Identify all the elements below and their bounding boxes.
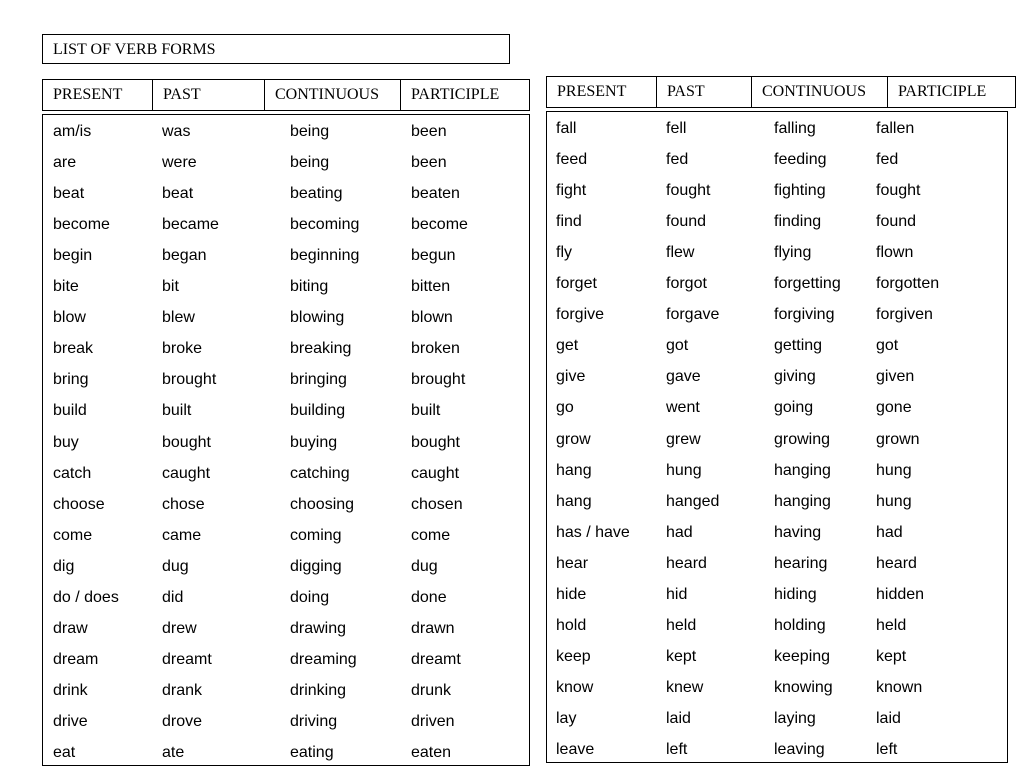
cell-participle: held [876, 616, 907, 634]
cell-participle: kept [876, 647, 907, 665]
table-row [547, 641, 1007, 672]
table-row [547, 299, 1007, 330]
table-row [547, 734, 1007, 765]
cell-continuous: being [290, 123, 330, 140]
cell-past: bought [162, 433, 211, 451]
cell-past: left [666, 741, 688, 758]
header-continuous: CONTINUOUS [265, 80, 401, 110]
table-row [43, 675, 529, 706]
cell-past: came [162, 526, 202, 544]
cell-participle: bitten [411, 278, 451, 296]
table-row [43, 706, 529, 737]
cell-present: blow [53, 309, 86, 327]
cell-past: dreamt [162, 650, 212, 668]
cell-past: flew [666, 244, 695, 262]
right-table-body [546, 111, 1008, 763]
cell-past: broke [162, 340, 203, 358]
cell-present: leave [556, 741, 595, 758]
table-row [547, 455, 1007, 486]
cell-continuous: eating [290, 744, 334, 761]
table-row [43, 613, 529, 644]
cell-present: hold [556, 616, 587, 634]
cell-past: became [162, 216, 219, 234]
cell-present: hang [556, 492, 592, 510]
cell-continuous: being [290, 154, 330, 172]
cell-continuous: laying [774, 709, 816, 727]
cell-participle: left [876, 741, 898, 758]
cell-participle: dreamt [411, 650, 461, 668]
table-row [547, 486, 1007, 517]
cell-continuous: becoming [290, 216, 360, 234]
cell-participle: fed [876, 151, 899, 169]
cell-continuous: beginning [290, 247, 360, 265]
cell-participle: known [876, 678, 923, 696]
cell-present: are [53, 154, 77, 172]
cell-participle: brought [411, 371, 466, 389]
table-row [43, 395, 529, 426]
cell-participle: got [876, 337, 899, 355]
table-row [43, 116, 529, 147]
cell-past: laid [666, 709, 691, 727]
cell-present: has / have [556, 523, 630, 541]
table-row [547, 206, 1007, 237]
table-row [547, 392, 1007, 423]
cell-participle: beaten [411, 185, 460, 203]
cell-present: lay [556, 709, 577, 727]
header-participle: PARTICIPLE [898, 83, 987, 100]
cell-continuous: dreaming [290, 650, 357, 668]
cell-participle: come [411, 526, 451, 544]
table-row [547, 703, 1007, 734]
table-row [547, 144, 1007, 175]
cell-participle: eaten [411, 744, 452, 761]
table-row [43, 364, 529, 395]
cell-present: beat [53, 185, 85, 203]
cell-past: hid [666, 585, 688, 603]
cell-continuous: getting [774, 337, 823, 355]
cell-past: hung [666, 461, 702, 479]
header-participle: PARTICIPLE [411, 86, 500, 103]
cell-continuous: drawing [290, 619, 347, 637]
table-row [43, 271, 529, 302]
left-table-body [42, 114, 530, 766]
cell-present: get [556, 337, 579, 355]
cell-participle: forgotten [876, 275, 940, 293]
cell-continuous: feeding [774, 151, 827, 169]
cell-past: had [666, 523, 693, 541]
cell-continuous: hearing [774, 554, 828, 572]
cell-participle: become [411, 216, 468, 234]
header-present: PRESENT [43, 80, 153, 110]
cell-past: forgot [666, 275, 707, 293]
cell-past: forgave [666, 306, 720, 324]
cell-past: fed [666, 151, 689, 169]
cell-participle: hung [876, 461, 912, 479]
table-row [547, 237, 1007, 268]
cell-past: held [666, 616, 697, 634]
cell-present: bring [53, 371, 89, 389]
cell-present: fight [556, 182, 587, 200]
cell-participle: done [411, 588, 447, 606]
cell-present: drink [53, 681, 88, 699]
cell-present: fall [556, 120, 577, 137]
cell-past: beat [162, 185, 194, 203]
table-row [43, 520, 529, 551]
cell-present: dream [53, 650, 99, 668]
header-past: PAST [153, 80, 265, 110]
cell-participle: flown [876, 244, 914, 262]
header-continuous: CONTINUOUS [752, 77, 888, 107]
table-row [43, 240, 529, 271]
cell-past: began [162, 247, 207, 265]
cell-past: gave [666, 368, 701, 386]
cell-continuous: going [774, 399, 814, 417]
cell-participle: drawn [411, 619, 455, 637]
cell-past: chose [162, 495, 205, 513]
header-present: PRESENT [547, 77, 657, 107]
cell-present: eat [53, 744, 76, 761]
cell-participle: hidden [876, 585, 925, 603]
cell-present: come [53, 526, 93, 544]
cell-present: hear [556, 554, 589, 572]
cell-participle: bought [411, 433, 460, 451]
cell-participle: built [411, 402, 441, 420]
cell-participle: chosen [411, 495, 463, 513]
cell-past: caught [162, 464, 211, 482]
table-row [43, 178, 529, 209]
table-row [547, 113, 1007, 144]
cell-continuous: growing [774, 430, 831, 448]
table-row [547, 361, 1007, 392]
cell-continuous: falling [774, 120, 816, 137]
cell-past: found [666, 213, 707, 231]
cell-present: draw [53, 619, 88, 637]
cell-participle: heard [876, 554, 917, 572]
cell-continuous: having [774, 523, 822, 541]
table-row [547, 330, 1007, 361]
cell-present: feed [556, 151, 588, 169]
cell-past: blew [162, 309, 195, 327]
cell-present: am/is [53, 123, 92, 140]
cell-present: break [53, 340, 94, 358]
cell-past: drew [162, 619, 197, 637]
cell-present: forget [556, 275, 597, 293]
cell-continuous: hiding [774, 585, 817, 603]
cell-present: drive [53, 712, 88, 730]
cell-continuous: choosing [290, 495, 355, 513]
cell-past: got [666, 337, 689, 355]
cell-participle: been [411, 123, 447, 140]
cell-participle: broken [411, 340, 460, 358]
table-row [43, 737, 529, 768]
cell-present: bite [53, 278, 79, 296]
cell-past: did [162, 588, 184, 606]
right-table-header [546, 76, 1016, 108]
cell-continuous: giving [774, 368, 816, 386]
cell-participle: blown [411, 309, 453, 327]
cell-present: choose [53, 495, 105, 513]
cell-continuous: hanging [774, 492, 831, 510]
cell-past: ate [162, 744, 185, 761]
table-row [547, 548, 1007, 579]
table-row [43, 333, 529, 364]
cell-continuous: bringing [290, 371, 347, 389]
table-row [43, 147, 529, 178]
cell-participle: found [876, 213, 917, 231]
table-row [43, 458, 529, 489]
cell-past: hanged [666, 492, 720, 510]
cell-participle: hung [876, 492, 912, 510]
cell-present: give [556, 368, 586, 386]
cell-participle: forgiven [876, 306, 933, 324]
cell-past: dug [162, 557, 189, 575]
cell-continuous: biting [290, 278, 329, 296]
cell-continuous: coming [290, 526, 342, 544]
cell-participle: given [876, 368, 915, 386]
table-row [43, 551, 529, 582]
table-row [43, 489, 529, 520]
cell-continuous: fighting [774, 182, 826, 200]
cell-present: catch [53, 464, 92, 482]
cell-continuous: forgetting [774, 275, 841, 293]
cell-past: were [162, 154, 197, 172]
table-row [547, 268, 1007, 299]
header-past: PAST [657, 77, 752, 107]
table-row [547, 517, 1007, 548]
table-row [43, 302, 529, 333]
cell-continuous: building [290, 402, 346, 420]
cell-continuous: leaving [774, 741, 825, 758]
cell-continuous: digging [290, 557, 342, 575]
cell-present: forgive [556, 306, 605, 324]
cell-continuous: buying [290, 433, 338, 451]
cell-present: go [556, 399, 574, 417]
cell-past: heard [666, 554, 707, 572]
cell-past: built [162, 402, 192, 420]
cell-present: buy [53, 433, 79, 451]
cell-participle: drunk [411, 681, 452, 699]
cell-past: brought [162, 371, 217, 389]
cell-present: keep [556, 647, 591, 665]
cell-present: begin [53, 247, 93, 265]
cell-continuous: forgiving [774, 306, 835, 324]
table-row [43, 582, 529, 613]
cell-participle: gone [876, 399, 912, 417]
cell-past: knew [666, 678, 704, 696]
cell-continuous: catching [290, 464, 350, 482]
table-row [547, 672, 1007, 703]
cell-participle: fought [876, 182, 921, 200]
cell-continuous: beating [290, 185, 343, 203]
cell-continuous: doing [290, 588, 330, 606]
cell-continuous: hanging [774, 461, 831, 479]
cell-continuous: finding [774, 213, 822, 231]
cell-participle: begun [411, 247, 456, 265]
table-row [43, 644, 529, 675]
cell-participle: laid [876, 709, 901, 727]
cell-present: become [53, 216, 110, 234]
cell-past: bit [162, 278, 179, 296]
cell-past: fell [666, 120, 687, 137]
left-table-header [42, 79, 530, 111]
cell-participle: been [411, 154, 447, 172]
table-row [547, 610, 1007, 641]
cell-present: grow [556, 430, 591, 448]
cell-past: was [162, 123, 191, 140]
cell-past: drank [162, 681, 203, 699]
cell-past: went [666, 399, 700, 417]
cell-present: do / does [53, 588, 119, 606]
cell-continuous: drinking [290, 681, 347, 699]
cell-present: dig [53, 557, 75, 575]
cell-present: fly [556, 244, 572, 262]
cell-continuous: breaking [290, 340, 352, 358]
cell-participle: had [876, 523, 903, 541]
table-row [43, 427, 529, 458]
table-row [547, 579, 1007, 610]
table-row [547, 424, 1007, 455]
table-row [547, 175, 1007, 206]
cell-present: build [53, 402, 87, 420]
table-row [43, 209, 529, 240]
cell-participle: grown [876, 430, 920, 448]
cell-participle: caught [411, 464, 460, 482]
cell-present: hide [556, 585, 587, 603]
cell-continuous: flying [774, 244, 812, 262]
cell-continuous: blowing [290, 309, 345, 327]
cell-present: find [556, 213, 582, 231]
cell-continuous: knowing [774, 678, 833, 696]
cell-participle: driven [411, 712, 455, 730]
cell-participle: dug [411, 557, 438, 575]
cell-continuous: keeping [774, 647, 831, 665]
cell-participle: fallen [876, 120, 915, 137]
page-title: LIST OF VERB FORMS [42, 34, 510, 64]
cell-past: drove [162, 712, 203, 730]
cell-past: fought [666, 182, 711, 200]
cell-past: kept [666, 647, 697, 665]
cell-continuous: holding [774, 616, 826, 634]
cell-present: know [556, 678, 594, 696]
cell-past: grew [666, 430, 701, 448]
cell-continuous: driving [290, 712, 338, 730]
cell-present: hang [556, 461, 592, 479]
